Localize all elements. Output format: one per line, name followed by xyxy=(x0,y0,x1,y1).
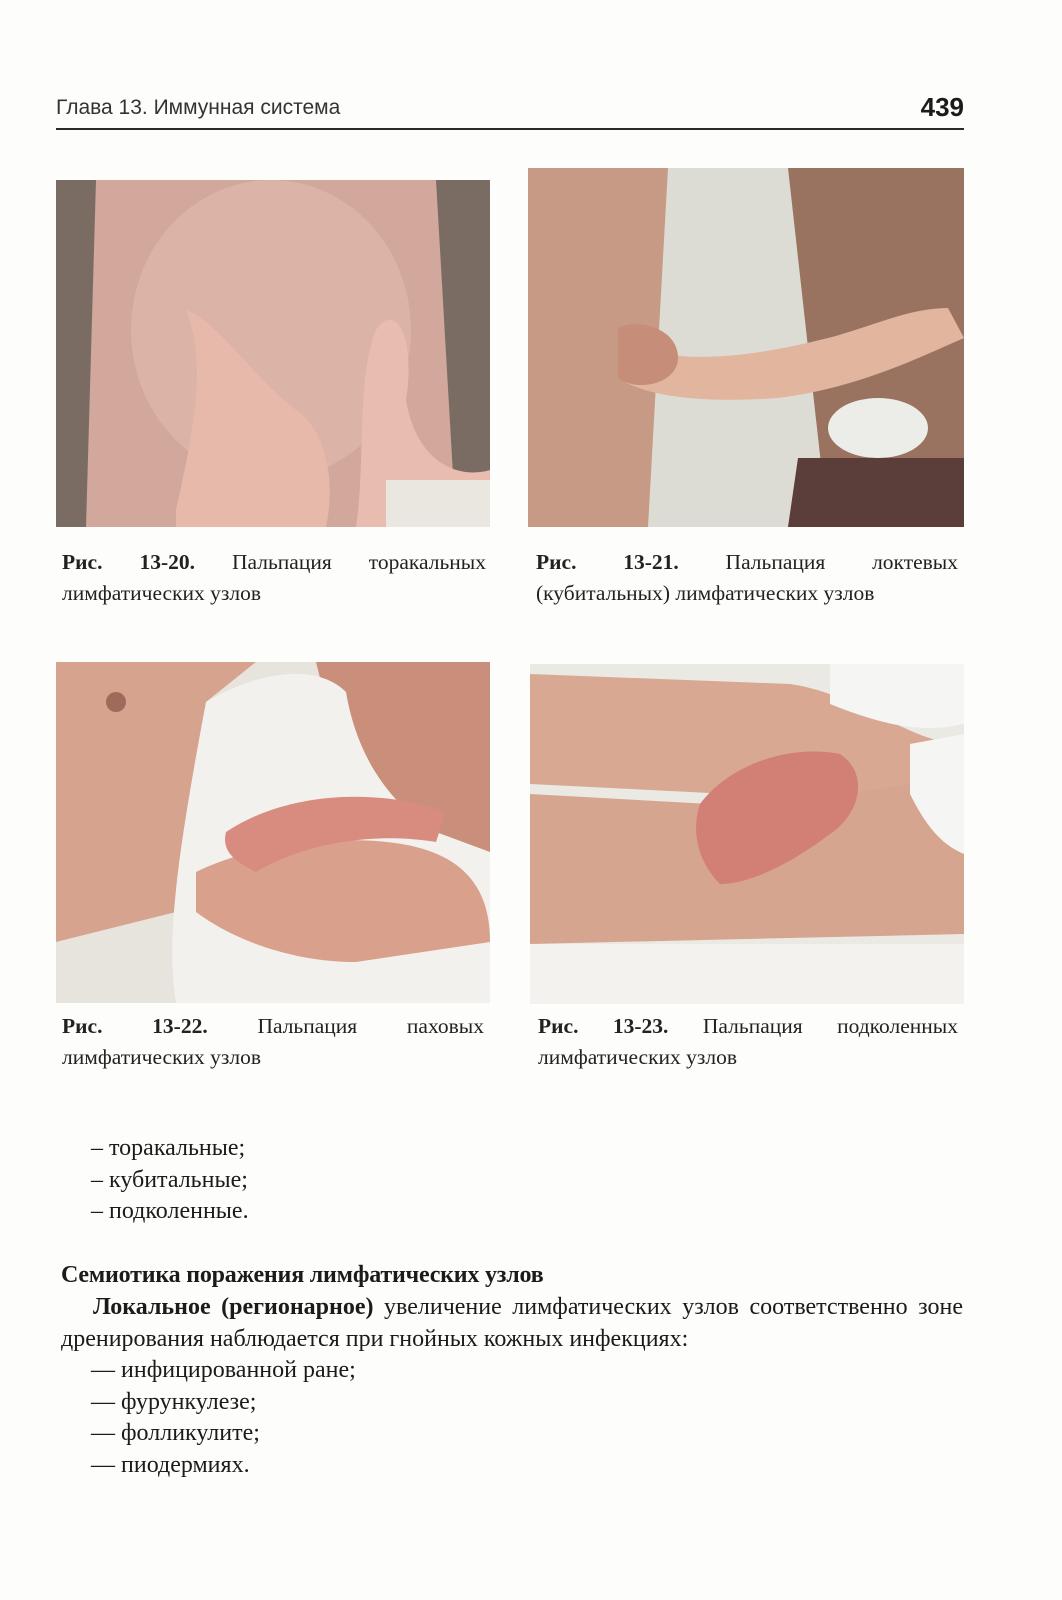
lead-bold: Локальное (регионарное) xyxy=(93,1294,374,1320)
figure-caption xyxy=(62,1011,484,1073)
photo-knee-palpation xyxy=(530,664,964,1004)
figure-label: Рис. 13-22. xyxy=(62,1014,208,1038)
figure-text: Пальпация подколенных лимфатических узлов xyxy=(538,1014,958,1069)
figure-13-23 xyxy=(530,664,964,1082)
figure-caption xyxy=(538,1011,958,1073)
photo-groin-palpation xyxy=(56,662,490,1003)
figure-label: Рис. 13-20. xyxy=(62,550,195,574)
figure-caption xyxy=(536,547,958,609)
list-item: – торакальные; xyxy=(91,1135,246,1161)
page-number: 439 xyxy=(920,92,964,122)
figure-label: Рис. 13-21. xyxy=(536,550,679,574)
section-paragraph xyxy=(61,1292,963,1355)
figure-text: Пальпация паховых лимфатических узлов xyxy=(62,1014,484,1069)
list-item: — фолликулите; xyxy=(91,1420,260,1446)
figure-13-20 xyxy=(56,180,490,610)
list-item: — инфицированной ране; xyxy=(91,1357,356,1383)
figure-text: Пальпация торакальных лимфатических узлов xyxy=(62,550,486,605)
list-item: — фурункулезе; xyxy=(91,1388,257,1415)
figure-text: Пальпация локтевых (кубитальных) лимфатических узлов xyxy=(536,550,958,605)
figure-caption xyxy=(62,547,486,609)
chapter-title: Глава 13. Иммунная система xyxy=(56,96,341,119)
list-item: – подколенные. xyxy=(91,1198,249,1224)
photo-chest-palpation xyxy=(56,180,490,527)
list-item: – кубитальные; xyxy=(91,1166,248,1193)
running-head xyxy=(56,88,964,130)
lymph-node-list xyxy=(91,1133,491,1228)
figure-label: Рис. 13-23. xyxy=(538,1014,669,1038)
photo-elbow-palpation xyxy=(528,168,964,527)
figure-13-22 xyxy=(56,662,490,1082)
list-item: — пиодермиях. xyxy=(91,1451,250,1478)
section-title: Семиотика поражения лимфатических узлов xyxy=(61,1262,544,1288)
figure-13-21 xyxy=(528,168,964,610)
lead-text: увеличение лимфатических узлов соответственно зоне дренирования наблюдается при гнойных кожных инфекциях: xyxy=(61,1294,964,1352)
infection-list xyxy=(91,1355,591,1481)
